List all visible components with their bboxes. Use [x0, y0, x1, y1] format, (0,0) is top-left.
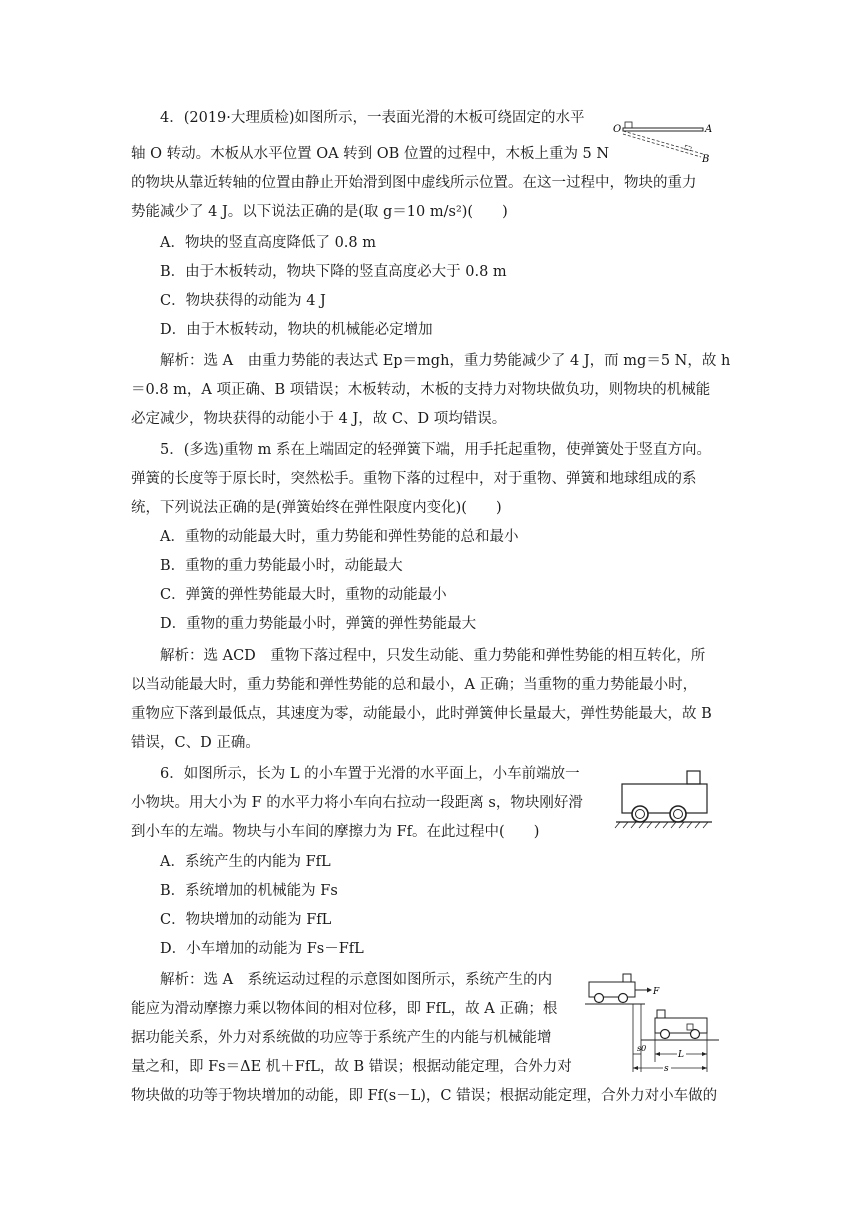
label-f: F	[653, 987, 660, 997]
q6-answer-5: 物块做的功等于物块增加的动能，即 Ff(s－L)，C 错误；根据动能定理，合外力对小车做的	[131, 1088, 718, 1104]
q6-cart-figure	[612, 768, 722, 830]
q4-option-c: C．物块获得的动能为 4 J	[160, 293, 326, 309]
q4-line-1: 4．(2019·大理质检)如图所示，一表面光滑的木板可绕固定的水平	[160, 110, 585, 126]
label-s0: s0	[637, 1044, 647, 1053]
q4-line-4: 势能减少了 4 J。以下说法正确的是(取 g＝10 m/s²)( )	[131, 204, 508, 220]
q5-option-a: A．重物的动能最大时，重力势能和弹性势能的总和最小	[160, 529, 519, 545]
q5-option-d: D．重物的重力势能最小时，弹簧的弹性势能最大	[160, 616, 477, 632]
q6-answer-4: 量之和，即 Fs＝ΔE 机＋FfL，故 B 错误；根据动能定理，合外力对	[131, 1059, 572, 1075]
q5-option-b: B．重物的重力势能最小时，动能最大	[160, 558, 403, 574]
q6-option-c: C．物块增加的动能为 FfL	[160, 912, 332, 928]
q5-answer-4: 错误，C、D 正确。	[131, 735, 260, 751]
q5-answer-1: 解析：选 ACD 重物下落过程中，只发生动能、重力势能和弹性势能的相互转化，所	[160, 648, 706, 664]
q6-answer-1: 解析：选 A 系统运动过程的示意图如图所示，系统产生的内	[160, 972, 553, 988]
label-l: L	[678, 1050, 684, 1060]
q6-option-d: D．小车增加的动能为 Fs－FfL	[160, 941, 364, 957]
q5-answer-2: 以当动能最大时，重力势能和弹性势能的总和最小，A 正确；当重物的重力势能最小时，	[131, 677, 698, 693]
q6-answer-2: 能应为滑动摩擦力乘以物体间的相对位移，即 FfL，故 A 正确；根	[131, 1001, 558, 1017]
q6-line-3: 到小车的左端。物块与小车间的摩擦力为 Ff。在此过程中( )	[131, 824, 540, 840]
q4-option-a: A．物块的竖直高度降低了 0.8 m	[160, 235, 376, 251]
label-s: s	[664, 1064, 669, 1074]
q4-answer-3: 必定减少，物块获得的动能小于 4 J，故 C、D 项均错误。	[131, 411, 507, 427]
q5-line-1: 5．(多选)重物 m 系在上端固定的轻弹簧下端，用手托起重物，使弹簧处于竖直方向。	[160, 442, 712, 458]
q5-option-c: C．弹簧的弹性势能最大时，重物的动能最小	[160, 587, 447, 603]
q5-line-2: 弹簧的长度等于原长时，突然松手。重物下落的过程中，对于重物、弹簧和地球组成的系	[131, 471, 697, 487]
q6-line-1: 6．如图所示，长为 L 的小车置于光滑的水平面上，小车前端放一	[160, 766, 580, 782]
q6-line-2: 小物块。用大小为 F 的水平力将小车向右拉动一段距离 s，物块刚好滑	[131, 795, 583, 811]
q6-answer-3: 据功能关系，外力对系统做的功应等于系统产生的内能与机械能增	[131, 1030, 552, 1046]
q4-answer-1: 解析：选 A 由重力势能的表达式 Ep＝mgh，重力势能减少了 4 J，而 mg＝5 N，故 h	[160, 353, 731, 369]
label-a: A	[705, 124, 713, 135]
q4-option-b: B．由于木板转动，物块下降的竖直高度必大于 0.8 m	[160, 264, 507, 280]
q4-option-d: D．由于木板转动，物块的机械能必定增加	[160, 322, 433, 338]
q4-line-3: 的物块从靠近转轴的位置由静止开始滑到图中虚线所示位置。在这一过程中，物块的重力	[131, 175, 697, 191]
q6-option-b: B．系统增加的机械能为 Fs	[160, 883, 338, 899]
q4-answer-2: ＝0.8 m，A 项正确、B 项错误；木板转动，木板的支持力对物块做负功，则物块的机械能	[131, 382, 711, 398]
q6-process-figure	[585, 972, 725, 1082]
q5-line-3: 统，下列说法正确的是(弹簧始终在弹性限度内变化)( )	[131, 500, 502, 516]
label-o: O	[613, 124, 622, 135]
label-b: B	[702, 154, 710, 165]
q6-option-a: A．系统产生的内能为 FfL	[160, 854, 331, 870]
q5-answer-3: 重物应下落到最低点，其速度为零，动能最小，此时弹簧伸长量最大，弹性势能最大，故 B	[131, 706, 712, 722]
q4-board-figure	[610, 116, 720, 166]
q4-line-2: 轴 O 转动。木板从水平位置 OA 转到 OB 位置的过程中，木板上重为 5 N	[131, 146, 610, 162]
